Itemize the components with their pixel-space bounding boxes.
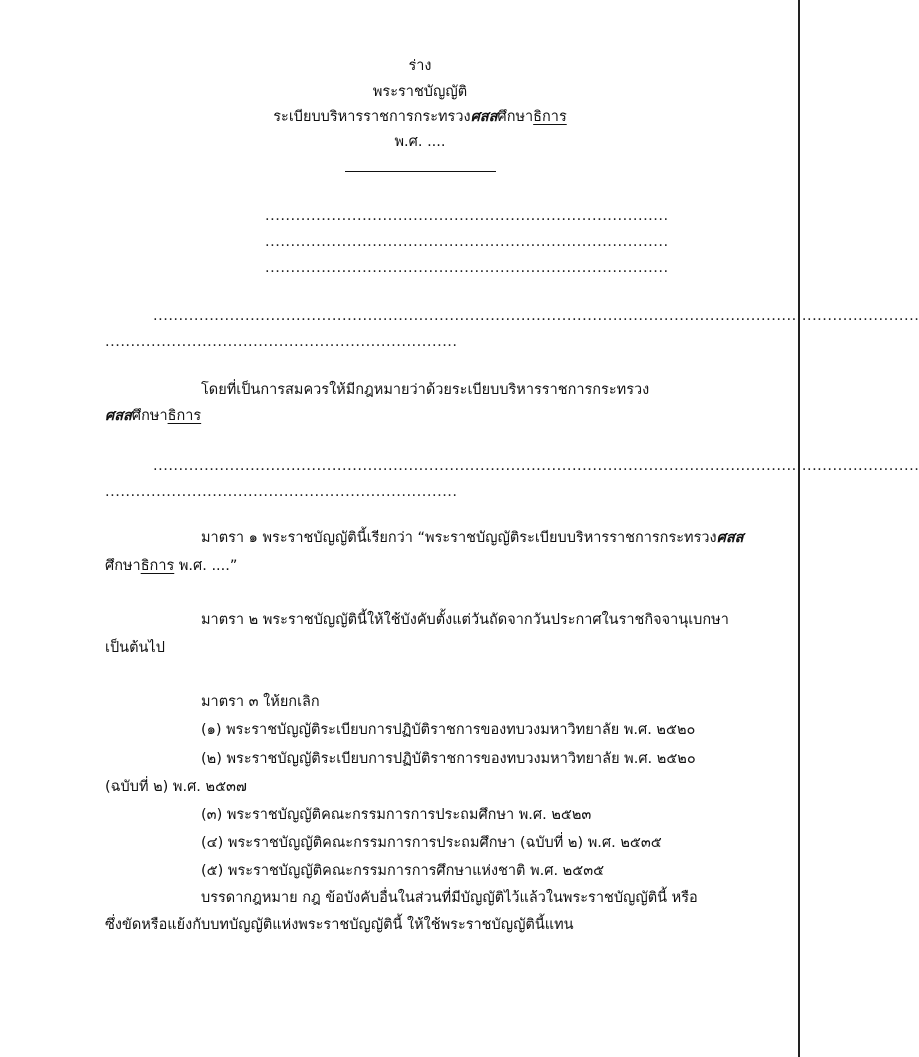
preamble-line-2 <box>105 406 201 426</box>
section-1-under: ธิการ <box>140 558 175 574</box>
title-under: ธิการ <box>533 109 567 125</box>
title-struck: ศสส <box>470 109 498 125</box>
preamble-struck: ศสส <box>105 408 132 424</box>
title-main: ระเบียบบริหารราชการกระทรวง <box>273 109 471 125</box>
section-2-line-2: เป็นต้นไป <box>105 640 165 656</box>
section-3-para-line-1: บรรดากฎหมาย กฎ ข้อบังคับอื่นในส่วนที่มีบัญญัติไว้แล้วในพระราชบัญญัตินี้ หรือ <box>201 890 698 906</box>
document-title <box>0 107 840 127</box>
dotted-paragraph-1-line-1: ...................................................................................................................................................... <box>153 308 919 324</box>
section-3-title: มาตรา ๓ ให้ยกเลิก <box>201 694 320 710</box>
section-3-item-2-cont: (ฉบับที่ ๒) พ.ศ. ๒๕๓๗ <box>105 779 247 795</box>
section-1-year: พ.ศ. ....” <box>174 558 238 574</box>
section-1-mid: ศึกษา <box>105 558 141 574</box>
section-1-line-2 <box>105 556 237 576</box>
section-3-item-1: (๑) พระราชบัญญัติระเบียบการปฏิบัติราชการของทบวงมหาวิทยาลัย พ.ศ. ๒๕๒๐ <box>201 722 696 738</box>
section-3-item-4: (๔) พระราชบัญญัติคณะกรรมการการประถมศึกษา (ฉบับที่ ๒) พ.ศ. ๒๕๓๕ <box>201 835 662 851</box>
section-1-struck: ศสส <box>716 530 744 546</box>
act-label: พระราชบัญญัติ <box>372 84 468 100</box>
section-3-para-line-2: ซึ่งขัดหรือแย้งกับบทบัญญัติแห่งพระราชบัญญัตินี้ ให้ใช้พระราชบัญญัตินี้แทน <box>105 917 574 933</box>
dotted-paragraph-1-line-2: ..................................................................... <box>105 334 458 350</box>
dotted-line-2: ............................................................................... <box>265 234 669 250</box>
dotted-line-1: ............................................................................... <box>265 208 669 224</box>
section-3-item-5: (๕) พระราชบัญญัติคณะกรรมการการศึกษาแห่งชาติ พ.ศ. ๒๕๓๕ <box>201 863 605 879</box>
section-2-line-1: มาตรา ๒ พระราชบัญญัตินี้ให้ใช้บังคับตั้งแต่วันถัดจากวันประกาศในราชกิจจานุเบกษา <box>201 612 729 628</box>
section-3-item-2: (๒) พระราชบัญญัติระเบียบการปฏิบัติราชการของทบวงมหาวิทยาลัย พ.ศ. ๒๕๒๐ <box>201 751 696 767</box>
title-divider <box>345 171 496 172</box>
preamble-line-1: โดยที่เป็นการสมควรให้มีกฎหมายว่าด้วยระเบียบบริหารราชการกระทรวง <box>201 382 650 398</box>
title-mid: ศึกษา <box>497 109 534 125</box>
dotted-paragraph-2-line-2: ..................................................................... <box>105 484 458 500</box>
preamble-under: ธิการ <box>167 408 202 424</box>
dotted-line-3: ............................................................................... <box>265 260 669 276</box>
draft-label: ร่าง <box>408 58 432 74</box>
section-3-item-3: (๓) พระราชบัญญัติคณะกรรมการการประถมศึกษา พ.ศ. ๒๕๒๓ <box>201 807 592 823</box>
preamble-mid: ศึกษา <box>131 408 168 424</box>
section-1-text: มาตรา ๑ พระราชบัญญัตินี้เรียกว่า “พระราชบัญญัติระเบียบบริหารราชการกระทรวง <box>201 530 717 546</box>
document-year: พ.ศ. .... <box>394 134 446 150</box>
section-1-line-1 <box>201 528 744 548</box>
dotted-paragraph-2-line-1: ...................................................................................................................................................... <box>153 458 919 474</box>
